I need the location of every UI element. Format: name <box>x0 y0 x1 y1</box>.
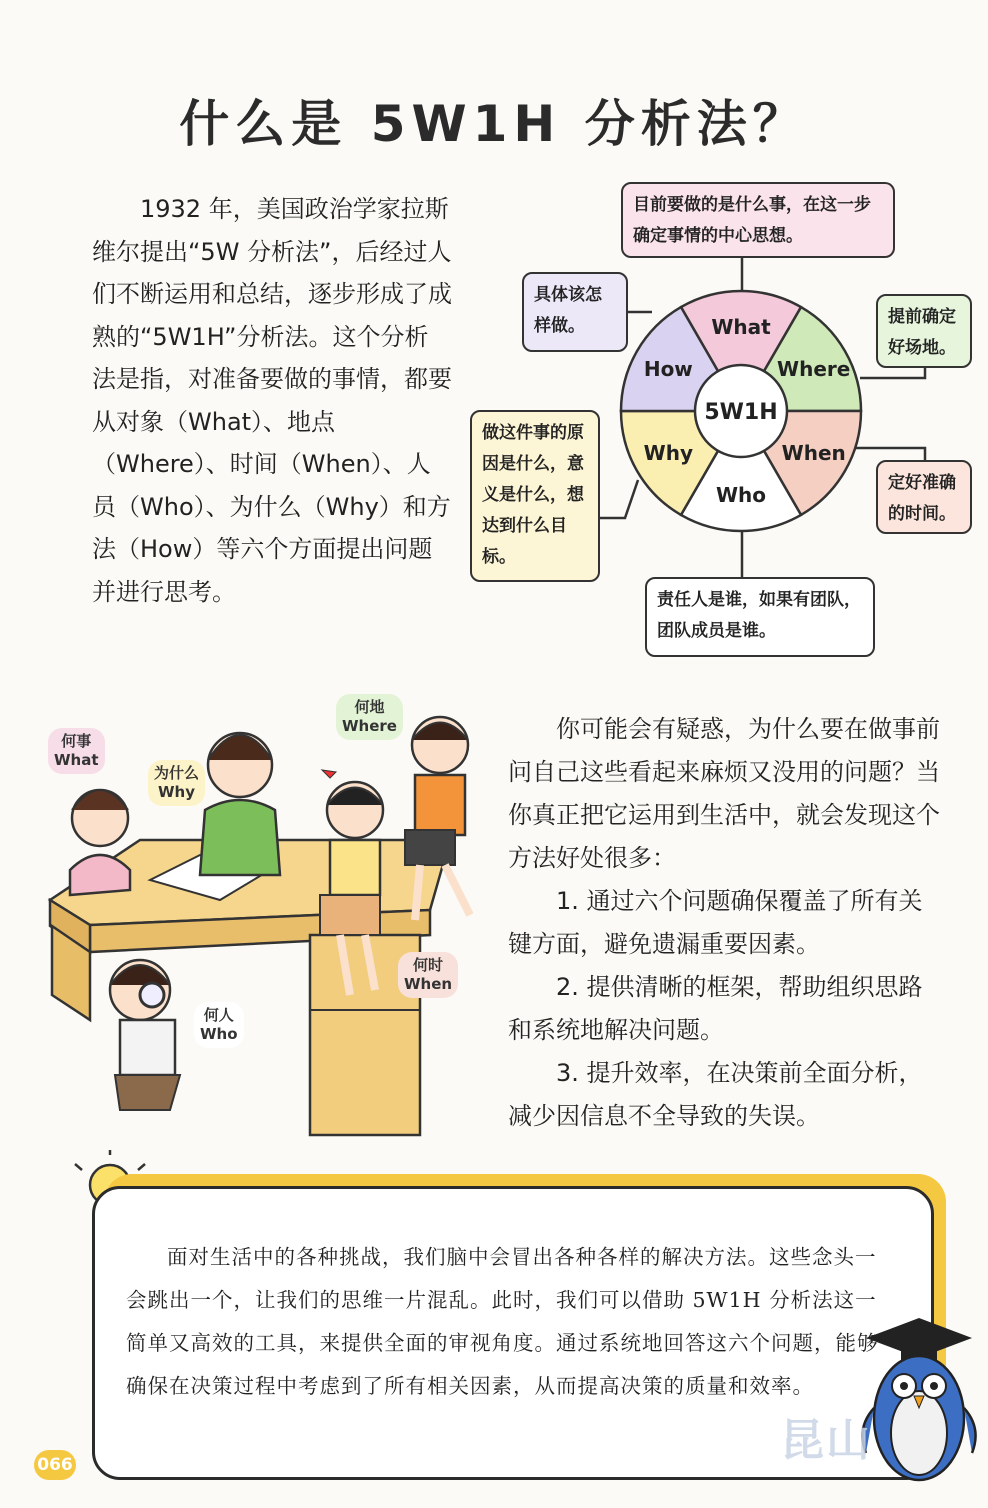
label-what: 何事 What <box>48 728 105 774</box>
benefit-item-3: 3. 提升效率，在决策前全面分析，减少因信息不全导致的失误。 <box>508 1059 923 1130</box>
benefit-item-1: 1. 通过六个问题确保覆盖了所有关键方面，避免遗漏重要因素。 <box>508 887 923 958</box>
wheel-label-why: Why <box>643 441 693 465</box>
bubble-how: 具体该怎样做。 <box>522 272 628 352</box>
watermark: 昆山 <box>780 1415 872 1466</box>
intro-text: 1932 年，美国政治学家拉斯维尔提出“5W 分析法”，后经过人们不断运用和总结，逐步形成了成熟的“5W1H”分析法。这个分析法是指，对准备要做的事情，都要从对象（What）、地点（Where）、时间（When）、人员（Who）、为什么（Why）和方法（How）等六个方面提出问题并进行思考。 <box>92 195 452 606</box>
label-why: 为什么 Why <box>148 760 205 806</box>
label-when: 何时 When <box>398 952 458 998</box>
wheel-center-label: 5W1H <box>704 400 778 425</box>
bubble-when: 定好准确的时间。 <box>876 460 972 534</box>
tip-text: 面对生活中的各种挑战，我们脑中会冒出各种各样的解决方法。这些念头一会跳出一个，让我们的思维一片混乱。此时，我们可以借助 5W1H 分析法这一简单又高效的工具，来提供全面的审视角度。通过系统地回答这六个问题，能够确保在决策过程中考虑到了所有相关因素，从而提高决策的质量和效率。 <box>126 1245 879 1398</box>
label-who: 何人 Who <box>194 1002 244 1048</box>
benefit-item-2: 2. 提供清晰的框架，帮助组织思路和系统地解决问题。 <box>508 973 923 1044</box>
owl-mascot-icon <box>856 1318 982 1500</box>
benefits-section <box>508 708 946 1138</box>
bubble-who: 责任人是谁，如果有团队，团队成员是谁。 <box>645 577 875 657</box>
magnifier-icon <box>140 983 164 1007</box>
bubble-what: 目前要做的是什么事，在这一步确定事情的中心思想。 <box>621 182 895 258</box>
bubble-why: 做这件事的原因是什么，意义是什么，想达到什么目标。 <box>470 410 600 582</box>
benefits-intro: 你可能会有疑惑，为什么要在做事前问自己这些看起来麻烦又没用的问题？当你真正把它运用到生活中，就会发现这个方法好处很多： <box>508 715 940 872</box>
wheel-label-how: How <box>643 357 693 381</box>
page-number: 066 <box>34 1450 76 1480</box>
page-title: 什么是 5W1H 分析法？ <box>179 95 809 153</box>
label-where: 何地 Where <box>336 694 403 740</box>
wheel-label-what: What <box>711 315 771 339</box>
wheel-label-when: When <box>781 441 846 465</box>
wheel-label-who: Who <box>715 483 767 507</box>
wheel-label-where: Where <box>777 357 851 381</box>
bubble-where: 提前确定好场地。 <box>876 294 972 368</box>
